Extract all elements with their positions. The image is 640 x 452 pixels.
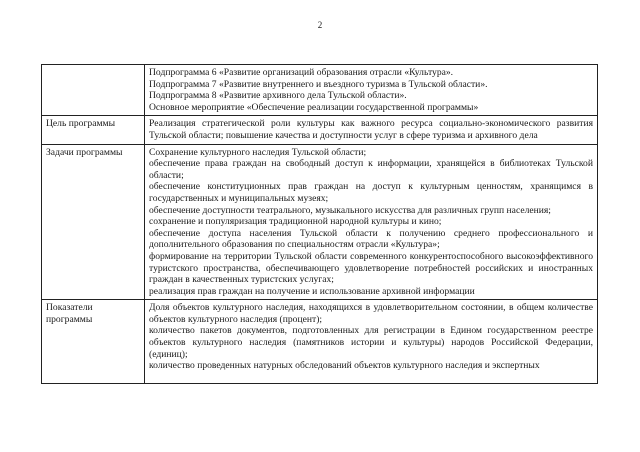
program-passport-table (41, 64, 598, 384)
tasks-cell (145, 144, 598, 300)
task-line: обеспечение конституционных прав граждан на доступ к культурным ценностям, хранящимся в государственных и муниципальных музеях; (149, 181, 593, 204)
task-line: обеспечение доступности театрального, музыкального искусства для различных групп населения; (149, 204, 551, 216)
subprogram-6-line: Подпрограмма 6 «Развитие организаций образования отрасли «Культура». (149, 67, 454, 78)
table-row (42, 116, 598, 144)
tasks-label: Задачи программы (42, 144, 145, 300)
row-label-empty (42, 65, 145, 116)
subprogram-8-line: Подпрограмма 8 «Развитие архивного дела Тульской области». (149, 90, 407, 102)
table-row (42, 300, 598, 384)
subprograms-cell (145, 65, 598, 116)
task-line: реализация прав граждан на получение и использование архивной информации (149, 285, 475, 297)
table-row (42, 144, 598, 300)
task-line: сохранение и популяризация традиционной народной культуры и кино; (149, 216, 442, 228)
goal-label: Цель программы (42, 116, 145, 144)
indicators-label: Показатели программы (42, 300, 145, 384)
indicator-line: количество пакетов документов, подготовленных для регистрации в Едином государственном реестре объектов культурного наследия (памятников истории и культуры) народов Российской Федерации, (единиц); (149, 325, 593, 360)
indicator-line: Доля объектов культурного наследия, находящихся в удовлетворительном состоянии, в общем количестве объектов культурного наследия (процент); (149, 302, 593, 325)
subprogram-7-line: Подпрограмма 7 «Развитие внутреннего и въездного туризма в Тульской области». (149, 78, 488, 90)
task-line: формирование на территории Тульской области современного конкурентоспособного высокоэффективного туристского пространства, обеспечивающего удовлетворение потребностей российских и иностранных граждан в качественных туристских услугах; (149, 250, 593, 286)
task-line: Сохранение культурного наследия Тульской области; (149, 146, 367, 158)
table-row (42, 65, 598, 116)
main-measure-line: Основное мероприятие «Обеспечение реализации государственной программы» (149, 101, 479, 113)
page-number: 2 (317, 20, 323, 30)
indicator-line: количество проведенных натурных обследований объектов культурного наследия и экспертных (149, 360, 540, 372)
indicators-cell (145, 300, 598, 384)
goal-text: Реализация стратегической роли культуры как важного ресурса социально-экономического развития Тульской области; повышение качества и доступности услуг в сфере туризма и архивного дела (145, 116, 598, 144)
task-line: обеспечение права граждан на свободный доступ к информации, хранящейся в библиотеках Тульской области; (149, 158, 593, 181)
task-line: обеспечение доступа населения Тульской области к получению среднего профессионального и дополнительного образования по специальностям отрасли «Культура»; (149, 227, 593, 251)
